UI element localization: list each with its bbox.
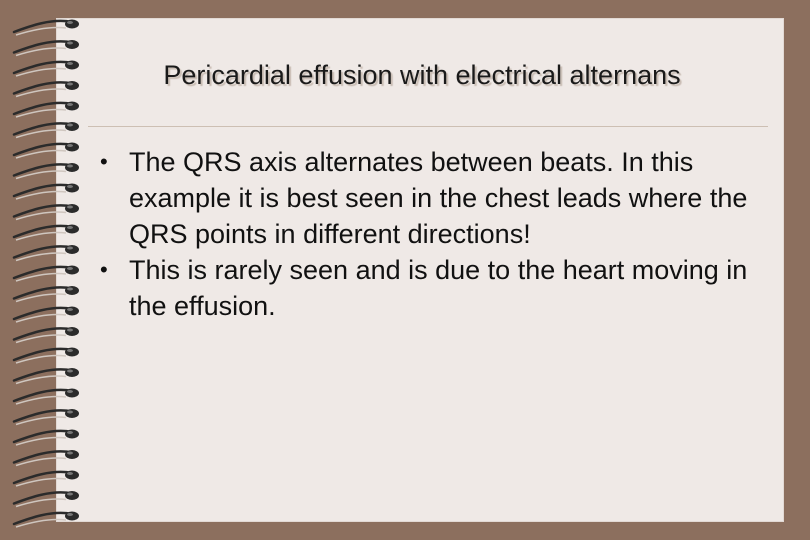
- binding-ring: [14, 61, 79, 77]
- bullet-item: [100, 252, 760, 324]
- binding-ring: [14, 389, 79, 405]
- bullet-point-icon: •: [100, 149, 108, 174]
- binding-ring: [14, 163, 79, 179]
- bullet-text: This is rarely seen and is due to the heart moving in the effusion.: [129, 255, 748, 321]
- binding-ring: [14, 327, 79, 343]
- binding-ring: [14, 471, 79, 487]
- binding-ring: [14, 204, 79, 220]
- binding-ring: [14, 491, 79, 507]
- binding-ring: [14, 245, 79, 261]
- slide-title: Pericardial effusion with electrical alternans: [163, 60, 681, 90]
- binding-ring: [14, 348, 79, 364]
- binding-ring: [14, 512, 79, 528]
- binding-ring: [14, 81, 79, 97]
- binding-ring: [14, 122, 79, 138]
- binding-ring: [14, 20, 79, 36]
- binding-ring: [14, 450, 79, 466]
- bullet-text: The QRS axis alternates between beats. In this example it is best seen in the chest leads where the QRS points in different directions!: [129, 147, 748, 249]
- binding-ring: [14, 184, 79, 200]
- bullet-list: [100, 144, 760, 324]
- bullet-item: [100, 144, 760, 252]
- bullet-point-icon: •: [100, 257, 108, 282]
- binding-ring: [14, 225, 79, 241]
- binding-ring: [14, 430, 79, 446]
- binding-ring: [14, 40, 79, 56]
- binding-ring: [14, 143, 79, 159]
- binding-ring: [14, 409, 79, 425]
- binding-ring: [14, 307, 79, 323]
- binding-ring: [14, 286, 79, 302]
- binding-ring: [14, 266, 79, 282]
- binding-ring: [14, 368, 79, 384]
- title-divider: [88, 126, 768, 127]
- binding-ring: [14, 102, 79, 118]
